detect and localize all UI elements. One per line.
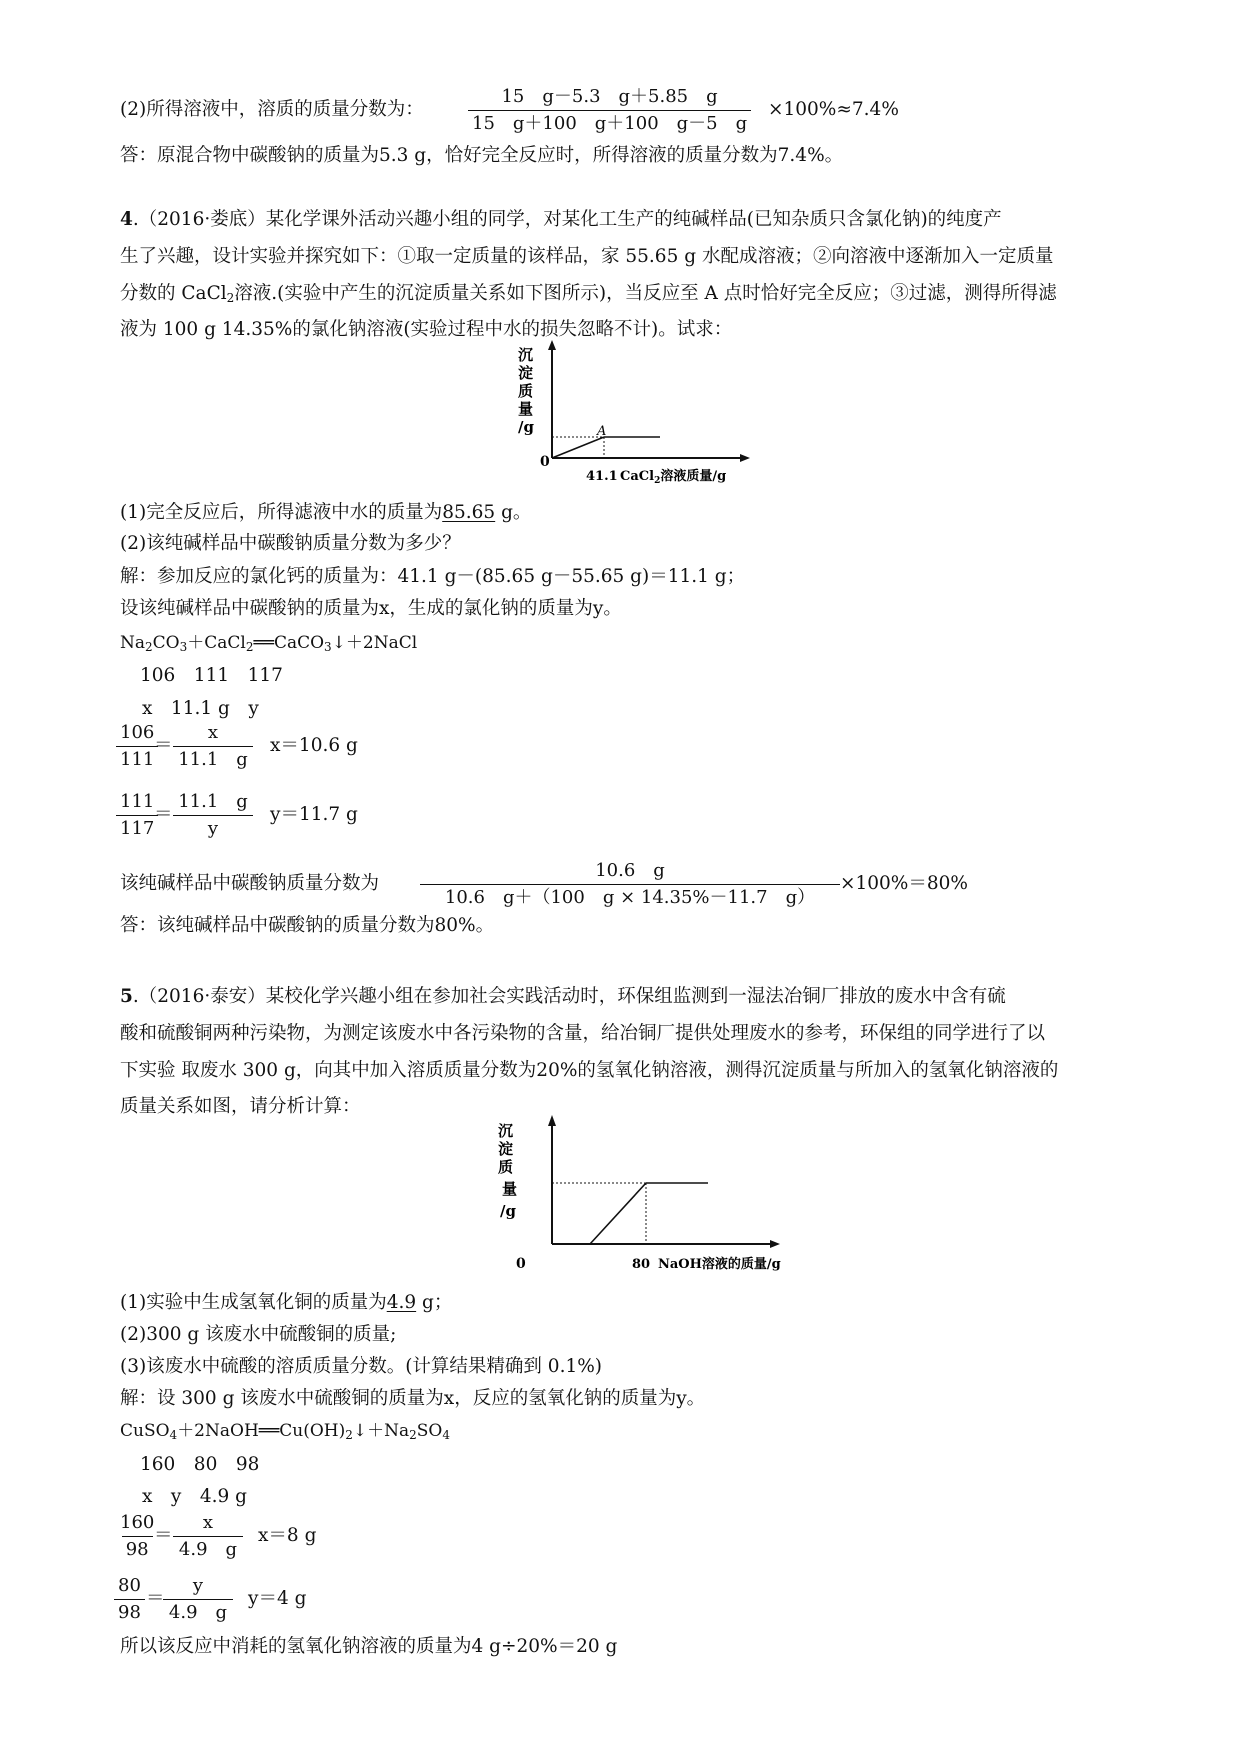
top-part2-prefix: (2)所得溶液中，溶质的质量分数为： (120, 99, 424, 120)
q4-intro-text-1: .（2016·娄底）某化学课外活动兴趣小组的同学，对某化工生产的纯碱样品(已知杂质只含氯化钠)的纯度产 (132, 209, 1002, 230)
q4-y-label-2: 淀 (518, 364, 534, 382)
q5-ratio-2-equals: ＝ (146, 1588, 165, 1609)
q4-eq-part-a: Na (120, 633, 146, 653)
q4-intro-text-3c: 溶液.(实验中产生的沉淀质量关系如下图所示)，当反应至 A 点时恰好完全反应；③过滤，测得所得滤 (234, 283, 1057, 304)
q5-x-axis-label: NaOH溶液的质量/g (658, 1257, 781, 1272)
q4-eq-sub-d: 3 (324, 640, 332, 654)
q4-x-axis-label (620, 468, 726, 486)
q5-x-tick-label: 80 (632, 1257, 651, 1272)
q4-y-label-3: 质 (518, 382, 534, 400)
q5-eq-part-d: SO (416, 1421, 443, 1441)
q5-molar-masses: 160 80 98 (140, 1454, 260, 1475)
q4-x-tick-label: 41.1 (586, 469, 618, 484)
q5-unknowns: x y 4.9 g (142, 1486, 248, 1507)
q5-ratio-2-result: y＝4 g (248, 1588, 307, 1609)
fraction-denominator: 117 (116, 815, 158, 842)
q4-y-label-4: 量 (518, 400, 534, 418)
fraction-denominator: 111 (116, 746, 158, 773)
q4-eq-sub-c: 2 (245, 640, 254, 654)
q5-rising-line (590, 1183, 646, 1244)
q4-eq-part-e: ↓＋2NaCl (331, 633, 418, 653)
q5-ratio-1-result: x＝8 g (258, 1525, 317, 1546)
q5-intro-line-4: 质量关系如图，请分析计算： (120, 1096, 361, 1117)
q5-y-label-5: /g (500, 1202, 516, 1220)
q4-intro-line-4: 液为 100 g 14.35%的氯化钠溶液(实验过程中水的损失忽略不计)。试求： (120, 319, 733, 340)
q5-x-axis-arrow (770, 1240, 780, 1248)
q5-eq-part-a: CuSO (120, 1421, 170, 1441)
q5-ratio-2-right (163, 1573, 233, 1626)
q5-part-1-suffix: g； (416, 1292, 453, 1313)
q5-y-label-2: 淀 (498, 1140, 514, 1158)
q5-ratio-1-equals: ＝ (154, 1525, 173, 1546)
q4-ratio-1-right (173, 720, 253, 773)
fraction-denominator: 4.9 g (173, 1536, 243, 1563)
q5-part-1-prefix: (1)实验中生成氢氧化铜的质量为 (120, 1292, 387, 1313)
q5-solution-line-1: 解：设 300 g 该废水中硫酸铜的质量为x，反应的氢氧化钠的质量为y。 (120, 1388, 706, 1409)
q5-precipitate-graph (494, 1112, 784, 1277)
q4-part-1 (120, 500, 531, 526)
q5-ratio-2-left (114, 1573, 145, 1626)
q4-y-label-1: 沉 (518, 346, 534, 364)
q4-eq-part-d: ══CaCO (253, 633, 325, 653)
q4-precipitate-graph (512, 338, 752, 488)
fraction-numerator: x (207, 722, 219, 743)
q4-number: 4 (120, 209, 133, 230)
q4-part-2: (2)该纯碱样品中碳酸钠质量分数为多少？ (120, 533, 461, 554)
fraction-numerator: y (192, 1575, 204, 1596)
fraction-denominator: 4.9 g (163, 1599, 233, 1626)
q4-ratio-2-equals: ＝ (154, 804, 173, 825)
q5-eq-sub-d: 4 (442, 1428, 451, 1442)
fraction-denominator: 15 g＋100 g＋100 g－5 g (468, 110, 751, 137)
top-part2-suffix: ×100%≈7.4% (768, 99, 899, 120)
q5-intro-line-3: 下实验 取废水 300 g，向其中加入溶质质量分数为20%的氢氧化钠溶液，测得沉淀质量与所加入的氢氧化钠溶液的 (120, 1060, 1059, 1081)
q4-answer: 答：该纯碱样品中碳酸钠的质量分数为80%。 (120, 915, 495, 936)
q5-y-axis-arrow (548, 1115, 556, 1126)
q5-ratio-1-left (116, 1510, 158, 1563)
q5-intro-line-2: 酸和硫酸铜两种污染物，为测定该废水中各污染物的含量，给冶铜厂提供处理废水的参考，环保组的同学进行了以 (120, 1023, 1046, 1044)
q5-eq-sub-a: 4 (169, 1428, 178, 1442)
top-answer: 答：原混合物中碳酸钠的质量为5.3 g，恰好完全反应时，所得溶液的质量分数为7.4%。 (120, 145, 844, 166)
fraction-numerator: 80 (118, 1575, 141, 1596)
fraction-denominator: 98 (114, 1599, 145, 1626)
q4-chemical-equation (120, 630, 417, 656)
q4-eq-sub-b: 3 (179, 640, 188, 654)
q5-chemical-equation (120, 1418, 450, 1444)
q5-eq-sub-b: 2 (345, 1428, 353, 1442)
q5-graph-svg (494, 1112, 784, 1277)
q5-part-1-answer: 4.9 (386, 1292, 417, 1313)
q4-intro-text-3a: 分数的 CaCl (120, 283, 227, 304)
fraction-numerator: 106 (120, 722, 155, 743)
q4-x-label-sub: 2 (654, 476, 661, 486)
q4-ratio-2-left (116, 789, 158, 842)
q5-eq-part-b: ＋2NaOH══Cu(OH) (177, 1421, 346, 1441)
q4-percentage-prefix: 该纯碱样品中碳酸钠质量分数为 (120, 873, 380, 894)
q5-y-label-4: 量 (502, 1180, 518, 1198)
q4-eq-part-c: ＋CaCl (187, 633, 246, 653)
q4-part-1-suffix: g。 (495, 502, 532, 523)
fraction-denominator: 98 (122, 1536, 153, 1563)
q4-part-1-prefix: (1)完全反应后，所得滤液中水的质量为 (120, 502, 443, 523)
q5-y-label-1: 沉 (498, 1122, 514, 1140)
q5-number: 5 (120, 986, 133, 1007)
q4-intro-sub: 2 (226, 291, 235, 305)
q4-origin-label: 0 (540, 454, 550, 470)
q4-eq-part-b: CO (152, 633, 180, 653)
q4-eq-sub-a: 2 (145, 640, 153, 654)
q4-rising-line (552, 437, 604, 458)
q5-last-line: 所以该反应中消耗的氢氧化钠溶液的质量为4 g÷20%＝20 g (120, 1636, 618, 1657)
q5-part-1 (120, 1290, 452, 1316)
q5-eq-part-c: ↓＋Na (352, 1421, 410, 1441)
q4-x-axis-arrow (740, 454, 750, 462)
fraction-denominator: 11.1 g (173, 746, 253, 773)
q4-point-a-label: A (597, 424, 607, 439)
q4-y-axis-arrow (548, 340, 556, 350)
q4-ratio-1-left (116, 720, 158, 773)
fraction-numerator: x (202, 1512, 214, 1533)
q4-ratio-1-result: x＝10.6 g (270, 735, 358, 756)
fraction-numerator: 160 (120, 1512, 155, 1533)
q4-intro-line-3 (120, 281, 1057, 307)
q4-percentage-fraction (420, 858, 840, 911)
q5-ratio-1-right (173, 1510, 243, 1563)
q5-part-3: (3)该废水中硫酸的溶质质量分数。(计算结果精确到 0.1%) (120, 1356, 603, 1377)
q4-intro-line-1 (120, 207, 1002, 233)
q5-part-2: (2)300 g 该废水中硫酸铜的质量; (120, 1324, 397, 1345)
q5-y-label-3: 质 (498, 1158, 514, 1176)
q4-intro-line-2: 生了兴趣，设计实验并探究如下：①取一定质量的该样品，家 55.65 g 水配成溶液；②向溶液中逐渐加入一定质量 (120, 246, 1054, 267)
q4-percentage-suffix: ×100%＝80% (840, 873, 969, 894)
q5-intro-text-1: .（2016·泰安）某校化学兴趣小组在参加社会实践活动时，环保组监测到一湿法冶铜厂排放的废水中含有硫 (132, 986, 1006, 1007)
q4-solution-line-2: 设该纯碱样品中碳酸钠的质量为x，生成的氯化钠的质量为y。 (120, 598, 622, 619)
q4-graph-svg (512, 338, 752, 488)
q4-ratio-2-result: y＝11.7 g (270, 804, 358, 825)
q4-x-label-part-b: 溶液质量/g (660, 469, 727, 484)
q5-origin-label: 0 (516, 1256, 526, 1272)
q4-ratio-1-equals: ＝ (154, 735, 173, 756)
q4-molar-masses: 106 111 117 (140, 665, 283, 686)
q4-unknowns: x 11.1 g y (142, 698, 259, 719)
fraction-numerator: 15 g－5.3 g＋5.85 g (501, 86, 718, 107)
fraction-numerator: 11.1 g (178, 791, 248, 812)
q5-intro-line-1 (120, 984, 1006, 1010)
q5-eq-sub-c: 2 (409, 1428, 417, 1442)
fraction-numerator: 111 (120, 791, 155, 812)
top-part2-fraction (468, 84, 751, 137)
q4-y-label-5: /g (518, 418, 534, 436)
fraction-numerator: 10.6 g (595, 860, 665, 881)
q4-part-1-answer: 85.65 (442, 502, 496, 523)
q4-ratio-2-right (173, 789, 253, 842)
q4-solution-line-1: 解：参加反应的氯化钙的质量为：41.1 g－(85.65 g－55.65 g)＝11.1 g； (120, 566, 746, 587)
fraction-denominator: 10.6 g＋（100 g × 14.35%－11.7 g） (420, 884, 840, 911)
q4-x-label-part-a: CaCl (620, 469, 655, 484)
fraction-denominator: y (173, 815, 253, 842)
